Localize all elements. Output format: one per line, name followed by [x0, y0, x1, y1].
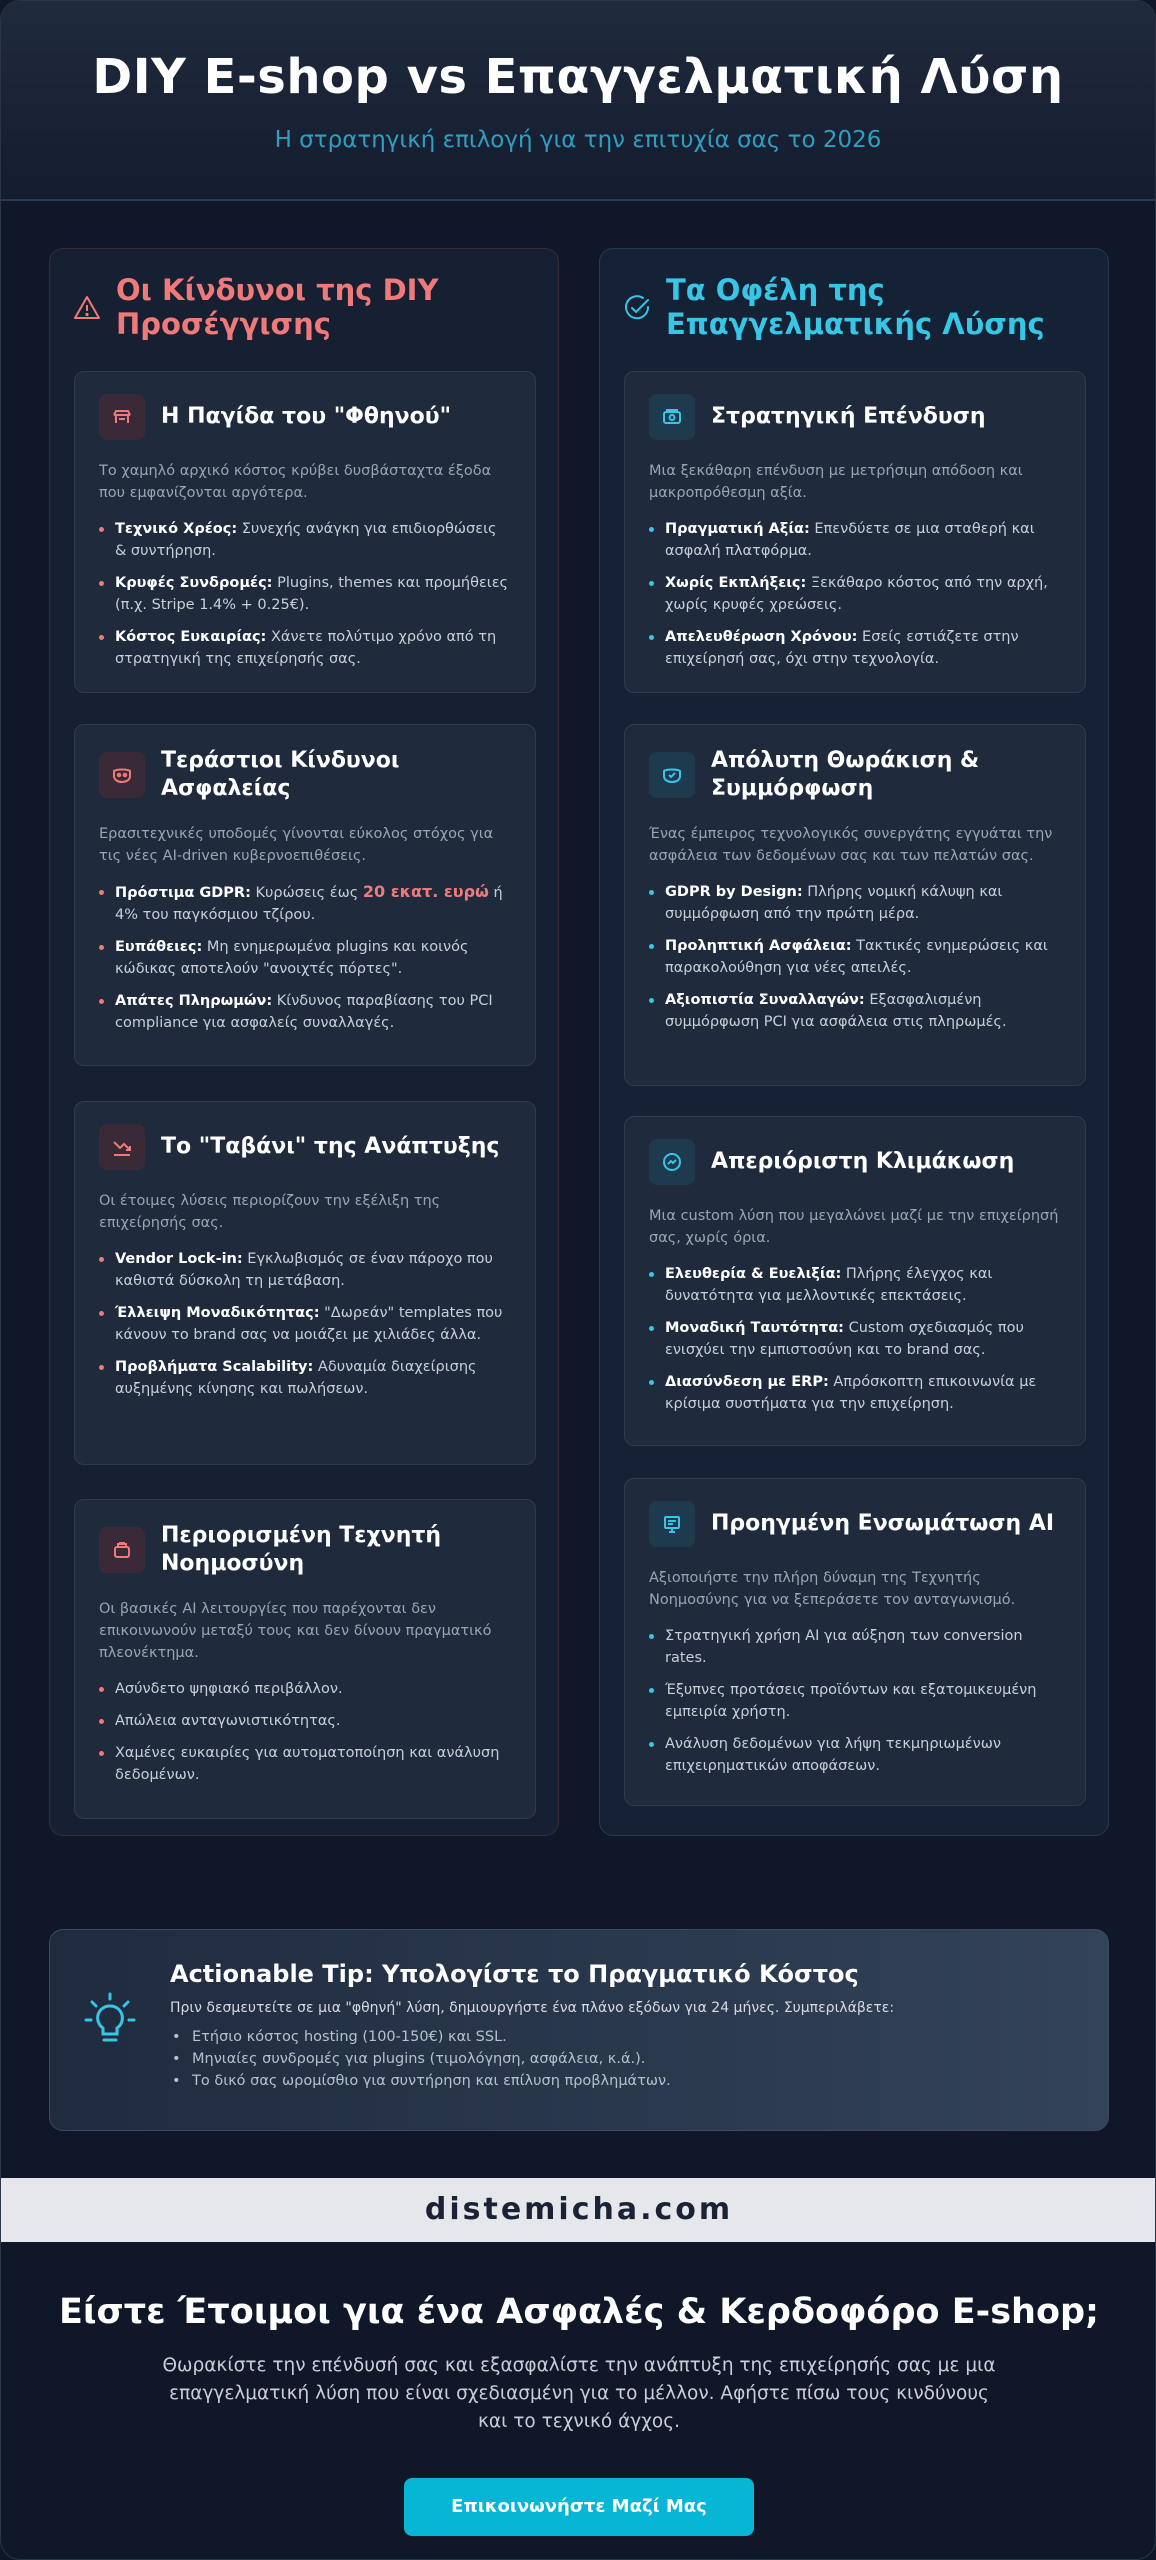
- list-item: Πρόστιμα GDPR: Κυρώσεις έως 20 εκατ. ευρώ ή 4% του παγκόσμιου τζίρου.: [99, 881, 511, 926]
- list-item: Αξιοπιστία Συναλλαγών: Εξασφαλισμένη συμμόρφωση PCI για ασφάλεια στις πληρωμές.: [649, 989, 1061, 1033]
- comparison-columns: [49, 248, 1109, 1836]
- card-title: Το "Ταβάνι" της Ανάπτυξης: [161, 1134, 500, 1159]
- list-item: • Μηνιαίες συνδρομές για plugins (τιμολόγηση, ασφάλεια, κ.ά.).: [170, 2048, 1076, 2070]
- actionable-tip: [49, 1929, 1109, 2131]
- page-subtitle: Η στρατηγική επιλογή για την επιτυχία σας το 2026: [274, 127, 882, 153]
- card-title: Περιορισμένη Τεχνητή Νοημοσύνη: [161, 1523, 442, 1576]
- fine-highlight: 20 εκατ. ευρώ: [362, 882, 489, 901]
- card-title: Απεριόριστη Κλιμάκωση: [711, 1149, 1015, 1174]
- card-description: Οι έτοιμες λύσεις περιορίζουν την εξέλιξη της επιχείρησής σας.: [99, 1193, 441, 1231]
- list-item: Έξυπνες προτάσεις προϊόντων και εξατομικευμένη εμπειρία χρήστη.: [649, 1679, 1061, 1723]
- limited-ai-icon: [99, 1527, 145, 1573]
- card-cheap-trap: [74, 371, 536, 693]
- list-item: Ευπάθειες: Μη ενημερωμένα plugins και κοινός κώδικας αποτελούν "ανοιχτές πόρτες".: [99, 936, 511, 980]
- column-title: [666, 273, 1045, 341]
- growth-ceiling-icon: [99, 1124, 145, 1170]
- list-item: Ασύνδετο ψηφιακό περιβάλλον.: [99, 1678, 511, 1700]
- card-description: Οι βασικές AI λειτουργίες που παρέχονται δεν επικοινωνούν μεταξύ τους και δεν δίνουν πραγματικό πλεονέκτημα.: [99, 1601, 492, 1661]
- card-list: [99, 1248, 511, 1400]
- list-item: Απελευθέρωση Χρόνου: Εσείς εστιάζετε στην επιχείρησή σας, όχι στην τεχνολογία.: [649, 626, 1061, 670]
- cheap-trap-icon: [99, 394, 145, 440]
- cta-title: Είστε Έτοιμοι για ένα Ασφαλές & Κερδοφόρο E-shop;: [58, 2292, 1100, 2332]
- investment-icon: [649, 394, 695, 440]
- column-title-line: Οι Κίνδυνοι της DIY: [116, 273, 439, 307]
- card-list: [99, 1678, 511, 1786]
- card-description: Μια custom λύση που μεγαλώνει μαζί με την επιχείρησή σας, χωρίς όρια.: [649, 1208, 1059, 1246]
- list-item: Κόστος Ευκαιρίας: Χάνετε πολύτιμο χρόνο από τη στρατηγική της επιχείρησής σας.: [99, 626, 511, 670]
- list-item: Χωρίς Εκπλήξεις: Ξεκάθαρο κόστος από την αρχή, χωρίς κρυφές χρεώσεις.: [649, 572, 1061, 616]
- column-title-line: Επαγγελματικής Λύσης: [666, 307, 1045, 341]
- card-list: [649, 1263, 1061, 1415]
- card-title: Τεράστιοι Κίνδυνοι Ασφαλείας: [161, 748, 400, 801]
- column-header: [600, 249, 1108, 349]
- column-title-line: Προσέγγισης: [116, 307, 331, 341]
- list-item: • Ετήσιο κόστος hosting (100-150€) και SSL.: [170, 2026, 1076, 2048]
- card-list: [649, 518, 1061, 670]
- card-strategic-investment: [624, 371, 1086, 693]
- column-header: [50, 249, 558, 349]
- card-description: Μια ξεκάθαρη επένδυση με μετρήσιμη απόδοση και μακροπρόθεσμη αξία.: [649, 463, 1023, 501]
- list-item: • Το δικό σας ωρομίσθιο για συντήρηση και επίλυση προβλημάτων.: [170, 2070, 1076, 2092]
- card-list: [649, 1625, 1061, 1777]
- card-title: Απόλυτη Θωράκιση & Συμμόρφωση: [711, 748, 980, 801]
- list-item: Διασύνδεση με ERP: Απρόσκοπτη επικοινωνία με κρίσιμα συστήματα για την επιχείρηση.: [649, 1371, 1061, 1415]
- list-item: Πραγματική Αξία: Επενδύετε σε μια σταθερή και ασφαλή πλατφόρμα.: [649, 518, 1061, 562]
- card-security-risks: [74, 724, 536, 1066]
- lightbulb-icon: [84, 1992, 136, 2048]
- list-item: GDPR by Design: Πλήρης νομική κάλυψη και συμμόρφωση από την πρώτη μέρα.: [649, 881, 1061, 925]
- card-title: Προηγμένη Ενσωμάτωση AI: [711, 1511, 1055, 1536]
- column-title: [116, 273, 438, 341]
- list-item: Ανάλυση δεδομένων για λήψη τεκμηριωμένων επιχειρηματικών αποφάσεων.: [649, 1733, 1061, 1777]
- diy-risks-column: [49, 248, 559, 1836]
- ai-integration-icon: [649, 1501, 695, 1547]
- card-ai-integration: [624, 1478, 1086, 1806]
- card-description: Ερασιτεχνικές υποδομές γίνονται εύκολος στόχος για τις νέες AI-driven κυβερνοεπιθέσεις.: [99, 826, 494, 864]
- list-item: Στρατηγική χρήση AI για αύξηση των conversion rates.: [649, 1625, 1061, 1669]
- security-mask-icon: [99, 752, 145, 798]
- list-item: Απάτες Πληρωμών: Κίνδυνος παραβίασης του PCI compliance για ασφαλείς συναλλαγές.: [99, 990, 511, 1034]
- list-item: Μοναδική Ταυτότητα: Custom σχεδιασμός που ενισχύει την εμπιστοσύνη και το brand σας.: [649, 1317, 1061, 1361]
- hero-header: [1, 1, 1155, 201]
- tip-list: [170, 2026, 1076, 2092]
- card-description: Το χαμηλό αρχικό κόστος κρύβει δυσβάσταχτα έξοδα που εμφανίζονται αργότερα.: [99, 463, 492, 501]
- cta-text: Θωρακίστε την επένδυσή σας και εξασφαλίστε την ανάπτυξη της επιχείρησής σας με μια επαγγελματική λύση που είναι σχεδιασμένη για το μέλλον. Αφήστε πίσω τους κινδύνους και το τεχνικό άγχος.: [162, 2355, 996, 2432]
- list-item: Ελευθερία & Ευελιξία: Πλήρης έλεγχος και δυνατότητα για μελλοντικές επεκτάσεις.: [649, 1263, 1061, 1307]
- list-item: Κρυφές Συνδρομές: Plugins, themes και προμήθειες (π.χ. Stripe 1.4% + 0.25€).: [99, 572, 511, 616]
- tip-description: Πριν δεσμευτείτε σε μια "φθηνή" λύση, δημιουργήστε ένα πλάνο εξόδων για 24 μήνες. Συμπεριλάβετε:: [170, 2000, 895, 2016]
- card-description: Ένας έμπειρος τεχνολογικός συνεργάτης εγγυάται την ασφάλεια των δεδομένων σας και των πελατών σας.: [649, 826, 1053, 864]
- pro-benefits-column: [599, 248, 1109, 1836]
- page-title: DIY E-shop vs Επαγγελματική Λύση: [92, 49, 1064, 105]
- list-item: Έλλειψη Μοναδικότητας: "Δωρεάν" templates που κάνουν το brand σας να μοιάζει με χιλιάδες άλλα.: [99, 1302, 511, 1346]
- card-title: Στρατηγική Επένδυση: [711, 404, 986, 429]
- card-description: Αξιοποιήστε την πλήρη δύναμη της Τεχνητής Νοημοσύνης για να ξεπεράσετε τον ανταγωνισμό.: [649, 1570, 1016, 1608]
- card-growth-ceiling: [74, 1101, 536, 1465]
- card-title: Η Παγίδα του "Φθηνού": [161, 404, 452, 429]
- protection-icon: [649, 752, 695, 798]
- contact-us-button[interactable]: Επικοινωνήστε Μαζί Μας: [404, 2478, 754, 2536]
- card-list: [99, 518, 511, 670]
- call-to-action: [1, 2242, 1156, 2536]
- brand-banner: distemicha.com: [1, 2178, 1156, 2242]
- card-limited-ai: [74, 1499, 536, 1819]
- check-circle-icon: [622, 293, 652, 323]
- tip-title: Actionable Tip: Υπολογίστε το Πραγματικό Κόστος: [170, 1960, 859, 1988]
- card-list: [99, 881, 511, 1034]
- card-list: [649, 881, 1061, 1033]
- list-item: Τεχνικό Χρέος: Συνεχής ανάγκη για επιδιορθώσεις & συντήρηση.: [99, 518, 511, 562]
- list-item: Vendor Lock-in: Εγκλωβισμός σε έναν πάροχο που καθιστά δύσκολη τη μετάβαση.: [99, 1248, 511, 1292]
- list-item: Χαμένες ευκαιρίες για αυτοματοποίηση και ανάλυση δεδομένων.: [99, 1742, 511, 1786]
- card-protection-compliance: [624, 724, 1086, 1086]
- scaling-icon: [649, 1139, 695, 1185]
- list-item: Απώλεια ανταγωνιστικότητας.: [99, 1710, 511, 1732]
- column-title-line: Τα Οφέλη της: [666, 273, 885, 307]
- list-item: Προληπτική Ασφάλεια: Τακτικές ενημερώσεις και παρακολούθηση για νέες απειλές.: [649, 935, 1061, 979]
- list-item: Προβλήματα Scalability: Αδυναμία διαχείρισης αυξημένης κίνησης και πωλήσεων.: [99, 1356, 511, 1400]
- card-unlimited-scaling: [624, 1116, 1086, 1446]
- warning-triangle-icon: [72, 293, 102, 323]
